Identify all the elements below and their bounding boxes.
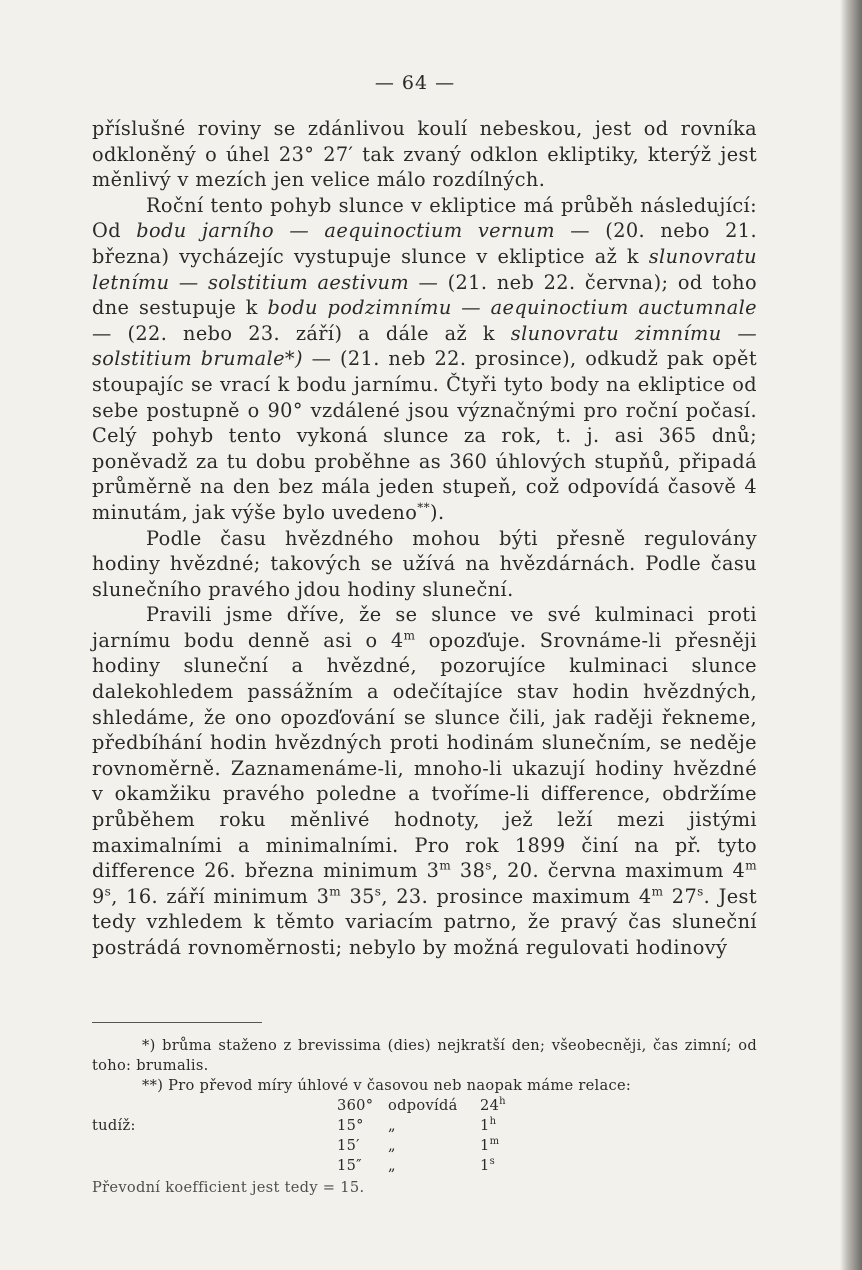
text-run: , 23. prosince maximum 4 xyxy=(381,884,652,908)
text-run: — (22. nebo 23. září) a dále až k xyxy=(92,321,511,345)
term-winter-solstice: slunovratu zimnímu — solstitium brumale xyxy=(92,321,757,371)
text-run: , 20. června maximum 4 xyxy=(491,859,746,883)
text-run: — (21. neb 22. prosince), odkudž pak opět stoupajíc se vrací k bodu jarnímu. Čtyři tyto body na ekliptice od sebe postupně o 90° vzdálené jsou význačnými pro roční počasí. Celý pohyb tento vykoná slunce za rok, t. j. asi 365 dnů; poněvadž za tu dobu proběhne as 360 úhlových stupňů, připadá průměrně na den bez mála jeden stupeň, což odpovídá časově 4 minutám, jak výše bylo uvedeno xyxy=(92,347,757,524)
text-run: — (21. neb 22. června); od toho dne sestupuje k xyxy=(92,270,757,320)
unit-superscript: m xyxy=(403,628,416,643)
unit-superscript: s xyxy=(104,884,112,899)
text-run: opozďuje. Srovnáme-li přesněji hodiny sluneční a hvězdné, pozorujíce kulminaci slunce dalekohledem passážním a odečítajíce stav hodin hvězdných, shledáme, že ono opozďování se slunce čili, jak raději řekneme, předbíhání hodin hvězdných proti hodinám slunečním, se neděje rovnoměrně. Zaznamenáme-li, mnoho-li ukazují hodiny hvězdné v okamžiku pravého poledne a tvoříme-li differencе, obdržíme průběhem roku měnlivé hodnoty, jež leží mezi jistými maximalními a minimalními. Pro rok 1899 činí na př. tyto differencе 26. března minimum 3 xyxy=(92,628,757,883)
footnotes xyxy=(92,1036,757,1198)
ditto-mark: „ xyxy=(388,1157,396,1174)
text-run: 35 xyxy=(341,884,375,908)
conversion-row xyxy=(92,1096,757,1116)
angle-value: 15′ xyxy=(337,1137,360,1154)
term-vernal-equinox: bodu jarního — aequinoctium vernum xyxy=(136,219,555,243)
time-value: 1$^m$ xyxy=(480,1136,500,1154)
paragraph-2 xyxy=(92,193,757,526)
angle-value: 360° xyxy=(337,1097,374,1114)
text-run: 9 xyxy=(92,884,105,908)
conversion-table xyxy=(92,1096,757,1178)
page-edge-shadow xyxy=(840,0,862,1270)
unit-superscript: m xyxy=(439,858,452,873)
footnote-ref-2: ** xyxy=(417,500,431,515)
conversion-row xyxy=(92,1116,757,1136)
ditto-mark: „ xyxy=(388,1137,396,1154)
time-value: 1$^s$ xyxy=(480,1156,496,1174)
footnote-ref-1: *) xyxy=(284,347,303,371)
footnote-1: *) brůma staženo z brevissima (dies) nejkratší den; všeobecněji, čas zimní; od toho: brumalis. xyxy=(92,1037,757,1074)
term-summer-solstice: slunovratu letnímu — solstitium aestivum xyxy=(92,244,757,294)
closing-line: Převodní koefficient jest tedy = 15. xyxy=(92,1179,365,1196)
unit-superscript: s xyxy=(374,884,382,899)
text-run: 38 xyxy=(451,859,486,883)
text-run: Roční tento pohyb slunce v ekliptice má průběh následující: Od xyxy=(92,193,757,243)
unit-superscript: m xyxy=(745,858,757,873)
term-autumnal-equinox: bodu podzimnímu — aequinoctium auctumnale xyxy=(267,296,757,320)
paragraph-1: příslušné roviny se zdánlivou koulí nebeskou, jest od rovníka odkloněný o úhel 23° 27′ tak zvaný odklon ekliptiky, kterýž jest měnlivý v mezích jen velice málo rozdílných. xyxy=(92,117,757,192)
time-value: 1$^h$ xyxy=(480,1116,497,1134)
angle-value: 15″ xyxy=(337,1157,362,1174)
text-run: , 16. září minimum 3 xyxy=(111,884,330,908)
ditto-mark: „ xyxy=(388,1117,396,1134)
text-run: 27 xyxy=(663,884,698,908)
footnote-divider xyxy=(92,1022,262,1023)
conversion-row xyxy=(92,1156,757,1176)
text-run: Pravili jsme dříve, že se slunce ve své kulminaci proti jarnímu bodu denně asi o 4 xyxy=(92,603,757,652)
row-label: tudíž: xyxy=(92,1117,136,1134)
paragraph-3: Podle času hvězdného mohou býti přesně regulovány hodiny hvězdné; takových se užívá na hvězdárnách. Podle času slunečního pravého jdou hodiny sluneční. xyxy=(92,526,757,601)
text-run: ). xyxy=(430,500,445,524)
relation-word: odpovídá xyxy=(388,1097,458,1114)
unit-superscript: s xyxy=(485,858,492,873)
unit-superscript: s xyxy=(697,884,704,899)
paragraph-4 xyxy=(92,602,757,960)
footnote-2: **) Pro převod míry úhlové v časovou neb naopak máme relace: xyxy=(142,1077,632,1094)
text-run: — (20. nebo 21. března) vycházejíc vystupuje slunce v ekliptice až k xyxy=(92,219,758,268)
unit-superscript: m xyxy=(329,884,342,899)
time-value: 24$^h$ xyxy=(480,1096,506,1114)
text-run: . Jest tedy vzhledem k těmto variacím patrno, že pravý čas sluneční postrádá rovnoměrnosti; nebylo by možná regulovati hodinový xyxy=(92,884,757,959)
angle-value: 15° xyxy=(337,1117,364,1134)
unit-superscript: m xyxy=(651,884,664,899)
body-text xyxy=(92,116,757,961)
page-number: — 64 — xyxy=(374,72,456,94)
conversion-row xyxy=(92,1136,757,1156)
